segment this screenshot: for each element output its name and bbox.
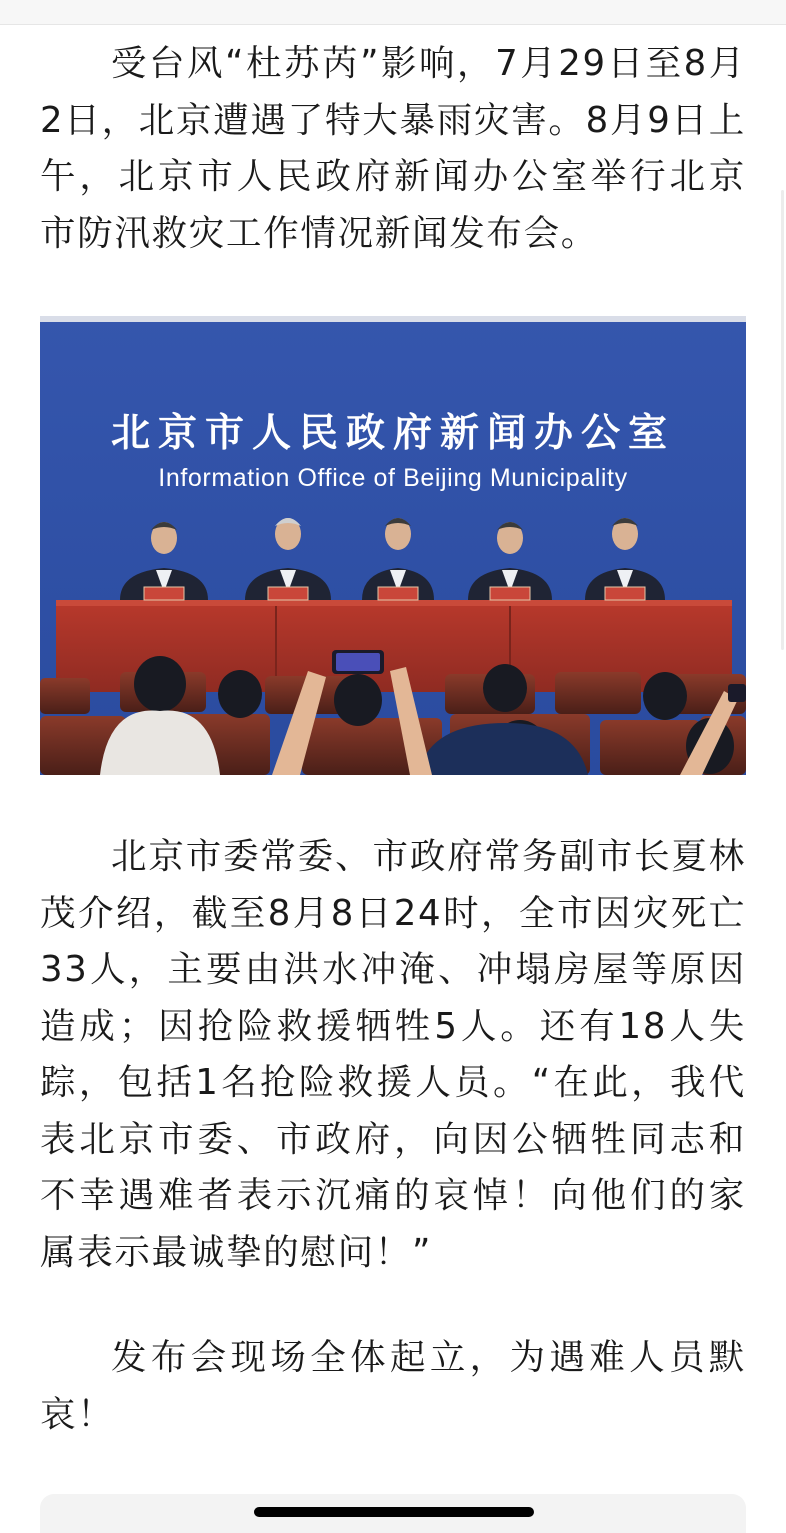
backdrop-title-cn: 北京市人民政府新闻办公室 [110, 411, 675, 456]
scroll-indicator [781, 190, 784, 650]
press-conference-photo[interactable] [40, 316, 746, 775]
backdrop-title-en: Information Office of Beijing Municipality [158, 464, 628, 492]
top-strip [0, 0, 786, 25]
article-paragraph-3: 发布会现场全体起立，为遇难人员默哀！ [40, 1337, 746, 1435]
home-indicator[interactable] [254, 1507, 534, 1517]
article-paragraph-2: 北京市委常委、市政府常务副市长夏林茂介绍，截至8月8日24时，全市因灾死亡33人，主要由洪水冲淹、冲塌房屋等原因造成；因抢险救援牺牲5人。还有18人失踪，包括1名抢险救援人员。“在此，我代表北京市委、市政府，向因公牺牲同志和不幸遇难者表示沉痛的哀悼！向他们的家属表示最诚挚的慰问！” [40, 836, 746, 1273]
article-paragraph-1: 受台风“杜苏芮”影响，7月29日至8月2日，北京遭遇了特大暴雨灾害。8月9日上午，北京市人民政府新闻办公室举行北京市防汛救灾工作情况新闻发布会。 [40, 43, 746, 254]
photo-scene [40, 316, 746, 775]
